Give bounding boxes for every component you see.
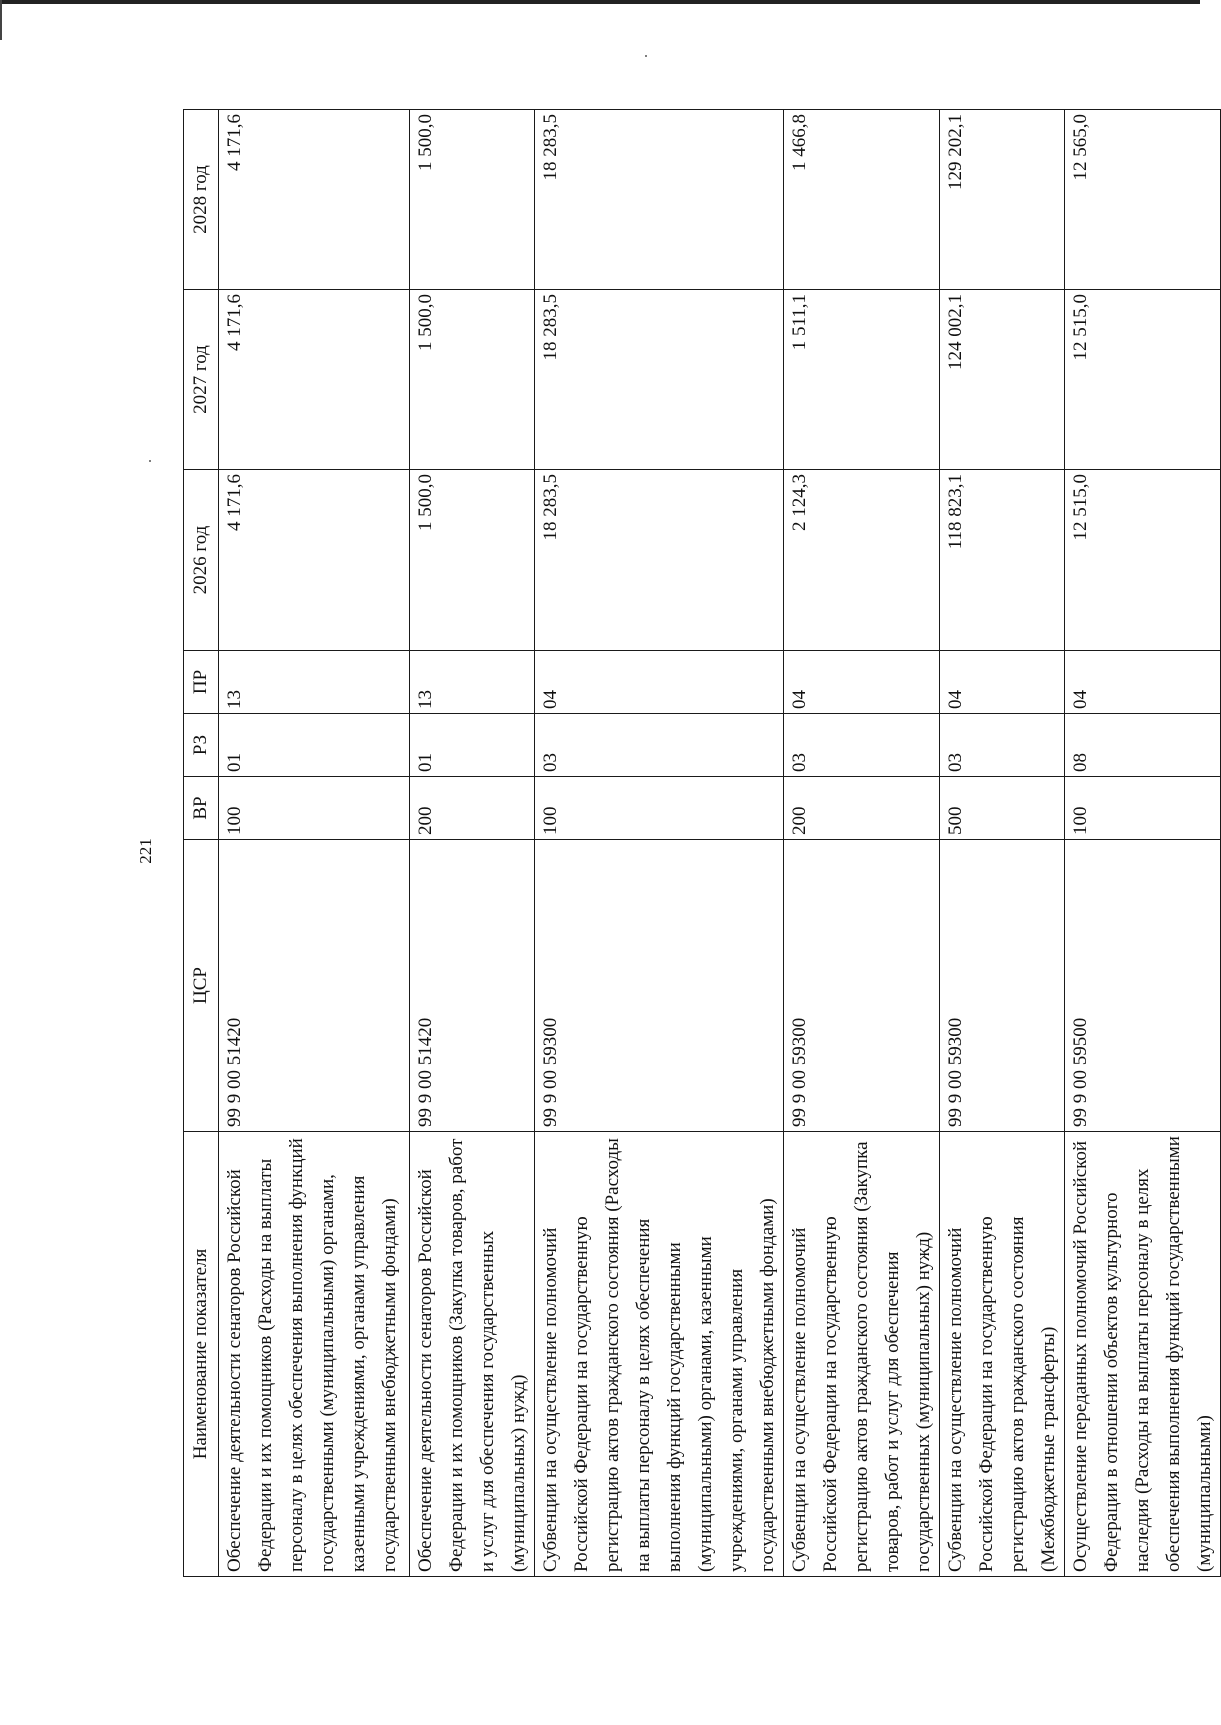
cell-2026: 4 171,6 <box>219 470 410 651</box>
cell-vr: 100 <box>1065 777 1221 840</box>
header-2027: 2027 год <box>184 290 219 470</box>
cell-2028: 4 171,6 <box>219 110 410 290</box>
cell-2028: 12 565,0 <box>1065 110 1221 290</box>
cell-pr: 13 <box>219 651 410 714</box>
cell-vr: 200 <box>410 777 535 840</box>
budget-table <box>183 109 1221 1577</box>
cell-rz: 03 <box>940 714 1065 777</box>
header-vr: ВР <box>184 777 219 840</box>
table-row <box>410 110 535 1577</box>
cell-2026: 2 124,3 <box>784 470 940 651</box>
cell-csr: 99 9 00 59300 <box>940 840 1065 1132</box>
table-row <box>219 110 410 1577</box>
header-2028: 2028 год <box>184 110 219 290</box>
table-row <box>535 110 784 1577</box>
header-csr: ЦСР <box>184 840 219 1132</box>
cell-2027: 4 171,6 <box>219 290 410 470</box>
cell-2028: 1 466,8 <box>784 110 940 290</box>
cell-pr: 04 <box>784 651 940 714</box>
cell-rz: 08 <box>1065 714 1221 777</box>
scan-speck <box>149 460 151 462</box>
cell-csr: 99 9 00 59300 <box>535 840 784 1132</box>
scan-border-left <box>0 0 2 40</box>
table-row <box>1065 110 1221 1577</box>
cell-vr: 100 <box>535 777 784 840</box>
cell-csr: 99 9 00 59500 <box>1065 840 1221 1132</box>
cell-name: Обеспечение деятельности сенаторов Российской Федерации и их помощников (Закупка товаров, работ и услуг для обеспечения государственных (муниципальных) нужд) <box>410 1132 535 1577</box>
cell-csr: 99 9 00 51420 <box>219 840 410 1132</box>
page-number <box>132 836 160 866</box>
cell-name: Субвенции на осуществление полномочий Российской Федерации на государственную регистрацию актов гражданского состояния (Межбюджетные трансферты) <box>940 1132 1065 1577</box>
cell-pr: 04 <box>940 651 1065 714</box>
cell-2027: 124 002,1 <box>940 290 1065 470</box>
table-row <box>940 110 1065 1577</box>
scan-speck <box>645 55 647 57</box>
cell-rz: 03 <box>535 714 784 777</box>
cell-2027: 1 500,0 <box>410 290 535 470</box>
page-number-text: 221 <box>136 838 155 864</box>
table-row <box>784 110 940 1577</box>
cell-2026: 1 500,0 <box>410 470 535 651</box>
budget-table-container <box>183 110 1215 1577</box>
cell-2026: 18 283,5 <box>535 470 784 651</box>
cell-2028: 18 283,5 <box>535 110 784 290</box>
cell-vr: 200 <box>784 777 940 840</box>
cell-2028: 129 202,1 <box>940 110 1065 290</box>
header-2026: 2026 год <box>184 470 219 651</box>
cell-2027: 1 511,1 <box>784 290 940 470</box>
cell-pr: 04 <box>1065 651 1221 714</box>
cell-2027: 12 515,0 <box>1065 290 1221 470</box>
scan-border-top <box>0 0 1200 4</box>
cell-pr: 04 <box>535 651 784 714</box>
header-rz: РЗ <box>184 714 219 777</box>
cell-vr: 500 <box>940 777 1065 840</box>
cell-csr: 99 9 00 59300 <box>784 840 940 1132</box>
cell-rz: 01 <box>219 714 410 777</box>
cell-pr: 13 <box>410 651 535 714</box>
cell-name: Субвенции на осуществление полномочий Российской Федерации на государственную регистрацию актов гражданского состояния (Расходы на выплаты персоналу в целях обеспечения выполнения функций государственными (муниципальными) органами, казенными учреждениями, органами управления государственными внебюджетными фондами) <box>535 1132 784 1577</box>
cell-2028: 1 500,0 <box>410 110 535 290</box>
header-name: Наименование показателя <box>184 1132 219 1577</box>
table-header-row <box>184 110 219 1577</box>
cell-csr: 99 9 00 51420 <box>410 840 535 1132</box>
header-pr: ПР <box>184 651 219 714</box>
cell-2026: 12 515,0 <box>1065 470 1221 651</box>
cell-2027: 18 283,5 <box>535 290 784 470</box>
cell-2026: 118 823,1 <box>940 470 1065 651</box>
cell-name: Обеспечение деятельности сенаторов Российской Федерации и их помощников (Расходы на выплаты персоналу в целях обеспечения выполнения функций государственными (муниципальными) органами, казенными учреждениями, органами управления государственными внебюджетными фондами) <box>219 1132 410 1577</box>
cell-name: Осуществление переданных полномочий Российской Федерации в отношении объектов культурного наследия (Расходы на выплаты персоналу в целях обеспечения выполнения функций государственными (муниципальными) <box>1065 1132 1221 1577</box>
cell-name: Субвенции на осуществление полномочий Российской Федерации на государственную регистрацию актов гражданского состояния (Закупка товаров, работ и услуг для обеспечения государственных (муниципальных) нужд) <box>784 1132 940 1577</box>
cell-rz: 03 <box>784 714 940 777</box>
cell-rz: 01 <box>410 714 535 777</box>
cell-vr: 100 <box>219 777 410 840</box>
